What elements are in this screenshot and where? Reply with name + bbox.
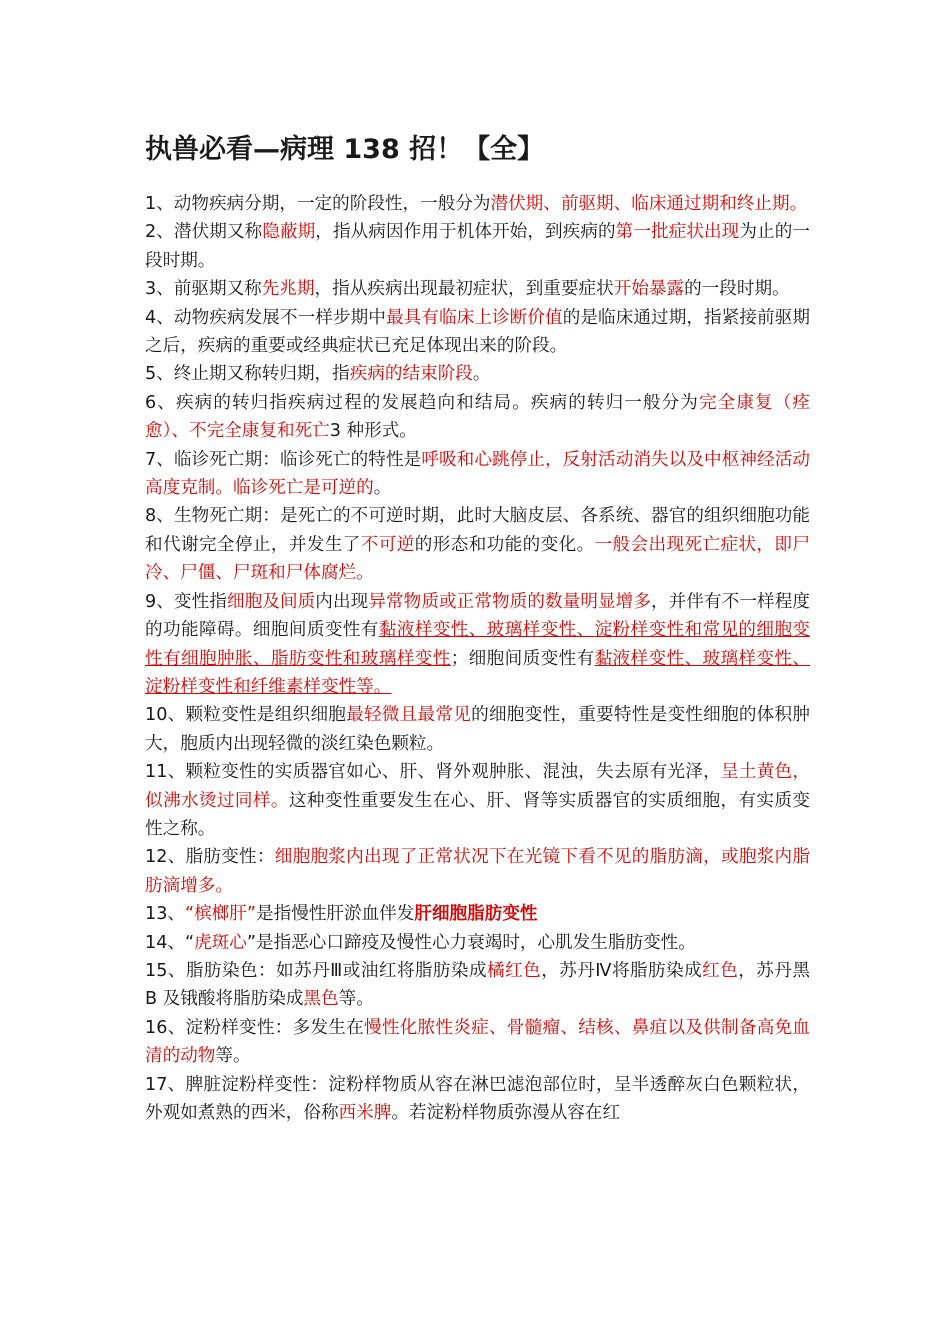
highlighted-text: 西米脾 <box>338 1103 392 1123</box>
body-text: 。若淀粉样物质弥漫从容在红 <box>391 1103 621 1123</box>
list-item <box>145 190 810 218</box>
highlighted-text: 黏液样变性、玻璃样变性、淀粉样变性和纤维素样变性等。 <box>145 648 810 697</box>
body-text: 的细胞变性，重要特性是变性细胞的体积肿大，胞质内出现轻微的淡红染色颗粒。 <box>145 705 810 754</box>
body-text: 3 种形式。 <box>329 421 417 442</box>
highlighted-text: 完全康复（痊愈）、不完全康复和死亡 <box>145 392 810 442</box>
body-text: 15、脂肪染色：如苏丹Ⅲ或油红将脂肪染成 <box>145 960 488 981</box>
body-text: 14、“ <box>145 932 195 953</box>
highlighted-text: 黑色 <box>303 989 339 1010</box>
highlighted-text: 红色 <box>702 960 739 981</box>
list-item <box>145 900 810 928</box>
page-title: 执兽必看—病理 138 招！【全】 <box>145 134 545 165</box>
list-item <box>145 1014 810 1071</box>
list-item <box>145 218 810 275</box>
body-text: 等。 <box>338 989 374 1010</box>
list-item <box>145 1071 810 1128</box>
highlighted-text: 先兆期 <box>261 279 315 300</box>
highlighted-text: “槟榔肝” <box>184 904 256 925</box>
highlighted-text: 虎斑心 <box>194 932 247 953</box>
highlighted-text: 第一批症状出现 <box>615 222 740 243</box>
body-text: ，苏丹黑 B 及锇酸将脂肪染成 <box>145 960 810 1010</box>
list-item <box>145 446 810 503</box>
highlighted-text: 疾病的结束阶段 <box>349 364 473 385</box>
list-item <box>145 304 810 361</box>
body-text: 2、潜伏期又称 <box>145 222 263 243</box>
body-text: 3、前驱期又称 <box>145 279 262 300</box>
body-text: 的是临床通过期，指紧接前驱期之后，疾病的重要或经典症状已充足体现出来的阶段。 <box>145 307 810 357</box>
body-text: ，指从疾病出现最初症状，到重要症状 <box>314 279 614 300</box>
highlighted-text: 细胞胞浆内出现了正常状况下在光镜下看不见的脂肪滴，或胞浆内脂肪滴增多。 <box>145 847 810 896</box>
highlighted-text: 不可逆 <box>360 534 415 555</box>
body-text: 。 <box>472 364 491 385</box>
body-text: 17、脾脏淀粉样变性：淀粉样物质从容在淋巴滤泡部位时，呈半透醉灰白色颗粒状，外观如煮熟的西米，俗称 <box>145 1074 810 1123</box>
body-text: 4、动物疾病发展不一样步期中 <box>145 307 386 328</box>
body-text: ，苏丹Ⅳ将脂肪染成 <box>541 960 703 981</box>
body-text: ，并伴有不一样程度的功能障碍。细胞间质变性有 <box>145 591 810 641</box>
highlighted-text: 呼吸和心跳停止，反射活动消失以及中枢神经活动高度克制。临诊死亡是可逆的 <box>145 449 810 499</box>
body-text: 9、变性指 <box>145 591 227 612</box>
body-text: ”是指恶心口蹄疫及慢性心力衰竭时，心肌发生脂肪变性。 <box>246 932 696 953</box>
item-list <box>145 190 810 1127</box>
body-text: 1、动物疾病分期，一定的阶段性，一般分为 <box>145 194 491 214</box>
highlighted-text: 开始暴露 <box>613 279 685 300</box>
body-text: ，指从病因作用于机体开始，到疾病的 <box>315 222 616 243</box>
highlighted-text: 橘红色 <box>487 960 542 981</box>
body-text: 内出现 <box>315 591 369 612</box>
body-text: 是指慢性肝淤血伴发 <box>256 904 415 925</box>
highlighted-text: 呈土黄色，似沸水烫过同样。 <box>145 762 810 811</box>
body-text: 13、 <box>145 904 185 925</box>
body-text: 为止的一段时期。 <box>145 222 810 271</box>
list-item <box>145 701 810 758</box>
body-text: 5、终止期又称转归期，指 <box>145 364 350 385</box>
body-text: 的形态和功能的变化。 <box>414 534 595 555</box>
list-item <box>145 389 810 446</box>
list-item <box>145 502 810 587</box>
highlighted-text: 慢性化脓性炎症、骨髓瘤、结核、鼻疽以及供制备高免血清的动物 <box>145 1017 810 1067</box>
highlighted-text: 最轻微且最常见 <box>346 705 472 726</box>
document-page <box>145 130 810 1127</box>
body-text: 6、疾病的转归指疾病过程的发展趋向和结局。疾病的转归一般分为 <box>145 392 699 413</box>
body-text: 11、颗粒变性的实质器官如心、肝、肾外观肿胀、混浊，失去原有光泽， <box>145 762 721 783</box>
highlighted-text: 异常物质或正常物质的数量明显增多 <box>368 591 652 612</box>
body-text: 8、生物死亡期：是死亡的不可逆时期，此时大脑皮层、各系统、器官的组织细胞功能和代谢完全停止，并发生了 <box>145 506 810 555</box>
highlighted-text: 潜伏期、前驱期、临床通过期和终止期。 <box>490 194 808 214</box>
body-text: 。 <box>373 478 392 499</box>
body-text: 这种变性重要发生在心、肝、肾等实质器官的实质细胞，有实质变性之称。 <box>145 790 810 839</box>
list-item <box>145 275 810 303</box>
highlighted-text: 肝细胞脂肪变性 <box>414 904 538 925</box>
highlighted-text: 一般会出现死亡症状，即尸冷、尸僵、尸斑和尸体腐烂。 <box>145 534 810 584</box>
body-text: 7、临诊死亡期：临诊死亡的特性是 <box>145 449 422 470</box>
body-text: 的一段时期。 <box>684 279 790 300</box>
body-text: 10、颗粒变性是组织细胞 <box>145 705 347 726</box>
body-text: ；细胞间质变性有 <box>450 648 595 669</box>
list-item <box>145 360 810 388</box>
body-text: 16、淀粉样变性：多发生在 <box>145 1017 364 1038</box>
list-item <box>145 588 810 702</box>
highlighted-text: 隐蔽期 <box>262 222 316 243</box>
list-item <box>145 957 810 1014</box>
list-item <box>145 929 810 957</box>
list-item <box>145 843 810 900</box>
highlighted-text: 黏液样变性、玻璃样变性、淀粉样变性和常见的细胞变性有细胞肿胀、脂肪变性和玻璃样变性 <box>145 620 810 669</box>
highlighted-text: 细胞及间质 <box>226 591 316 612</box>
body-text: 12、脂肪变性： <box>145 847 275 868</box>
highlighted-text: 最具有临床上诊断价值 <box>385 307 563 328</box>
list-item <box>145 758 810 843</box>
body-text: 等。 <box>215 1046 251 1067</box>
